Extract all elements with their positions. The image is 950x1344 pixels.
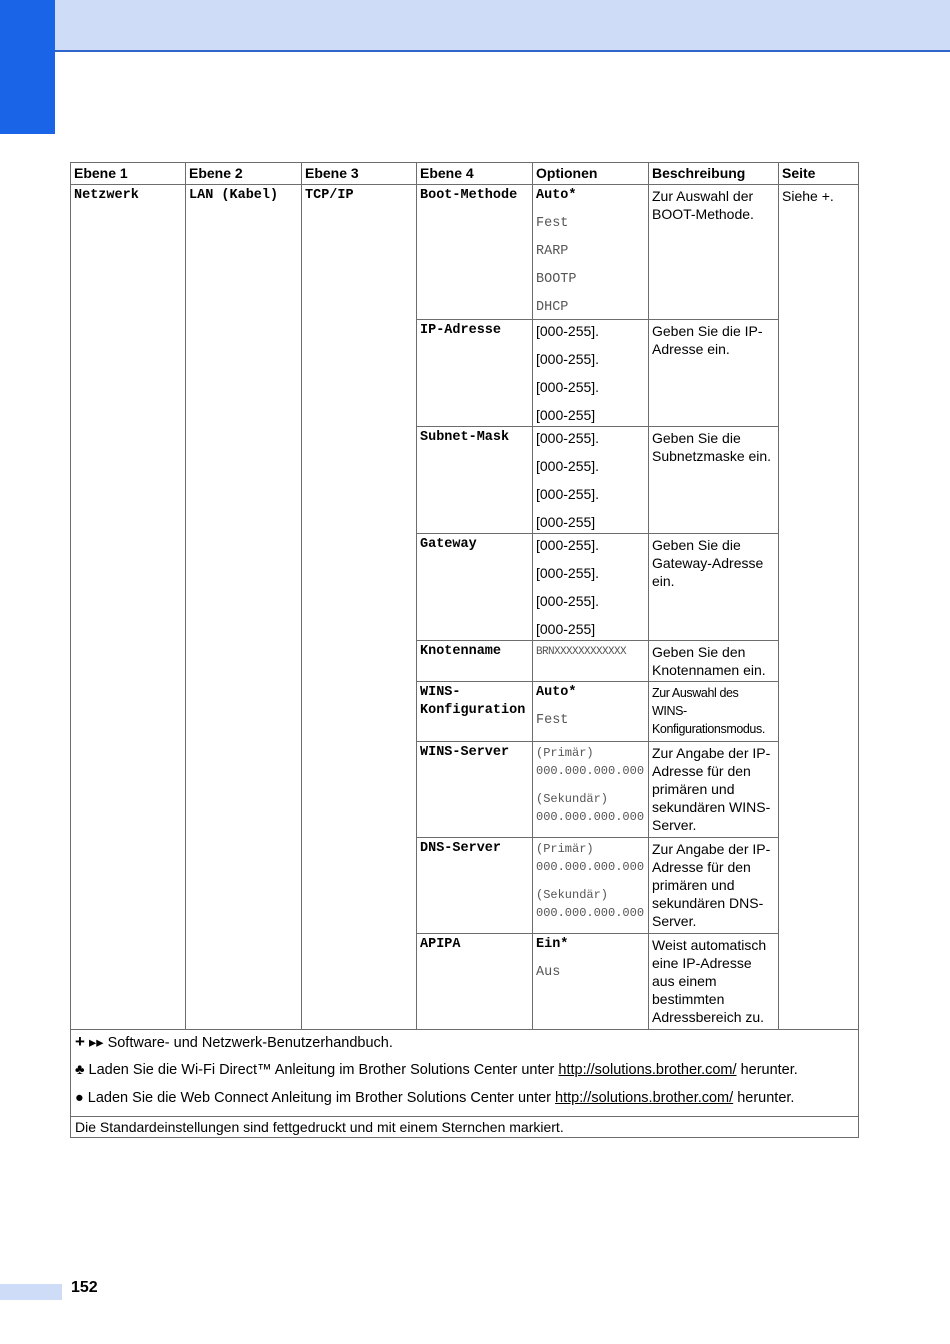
option: (Sekundär) <box>536 888 609 902</box>
option: [000-255]. <box>536 565 600 581</box>
option-default: Ein* <box>536 937 569 952</box>
description-cell: Geben Sie die Subnetzmaske ein. <box>649 427 779 534</box>
col-header: Ebene 1 <box>71 163 186 185</box>
option-default: Auto* <box>536 685 577 700</box>
description-cell: Zur Auswahl des WINS-Konfigurationsmodus. <box>649 682 779 742</box>
options-cell <box>533 641 649 682</box>
level4-cell: Boot-Methode <box>417 185 533 320</box>
footnote-text: Laden Sie die Wi-Fi Direct™ Anleitung im Brother Solutions Center unter <box>88 1062 555 1078</box>
option: [000-255]. <box>536 593 600 609</box>
options-cell <box>533 934 649 1030</box>
level4-cell: Gateway <box>417 534 533 641</box>
page-number-bar <box>0 1284 62 1300</box>
options-cell <box>533 838 649 934</box>
footnotes-row <box>71 1030 859 1117</box>
footnote-dot <box>75 1087 854 1115</box>
col-header: Ebene 2 <box>186 163 302 185</box>
description-cell: Geben Sie die Gateway-Adresse ein. <box>649 534 779 641</box>
option-default: Auto* <box>536 188 577 203</box>
chapter-tab <box>0 0 55 134</box>
level4-cell: Subnet-Mask <box>417 427 533 534</box>
footnote-text: Software- und Netzwerk-Benutzerhandbuch. <box>107 1035 393 1051</box>
options-cell <box>533 742 649 838</box>
bullet-icon: ● <box>75 1090 84 1106</box>
option: Aus <box>536 965 561 980</box>
defaults-note-row <box>71 1117 859 1138</box>
header-band <box>0 0 950 52</box>
description-cell: Zur Auswahl der BOOT-Methode. <box>649 185 779 320</box>
option: [000-255]. <box>536 458 600 474</box>
option: Fest <box>536 216 569 231</box>
options-cell <box>533 534 649 641</box>
level4-cell: WINS-Server <box>417 742 533 838</box>
page-ref-cell: Siehe +. <box>779 185 859 1030</box>
option: 000.000.000.000 <box>536 906 645 920</box>
options-cell <box>533 682 649 742</box>
col-header: Seite <box>779 163 859 185</box>
level3-cell: TCP/IP <box>302 185 417 1030</box>
option: 000.000.000.000 <box>536 810 645 824</box>
col-header: Ebene 3 <box>302 163 417 185</box>
level4-cell: WINS- Konfiguration <box>417 682 533 742</box>
options-cell <box>533 320 649 427</box>
option: BOOTP <box>536 272 577 287</box>
option: BRNXXXXXXXXXXXX <box>536 646 627 658</box>
level4-cell: APIPA <box>417 934 533 1030</box>
description-cell: Weist automatisch eine IP-Adresse aus einem bestimmten Adressbereich zu. <box>649 934 779 1030</box>
settings-table <box>70 162 859 1138</box>
level2-cell: LAN (Kabel) <box>186 185 302 1030</box>
option: (Primär) <box>536 842 594 856</box>
option: [000-255]. <box>536 351 600 367</box>
option: 000.000.000.000 <box>536 860 645 874</box>
option: [000-255] <box>536 621 596 637</box>
arrow-icon: ▸▸ <box>88 1035 104 1051</box>
footnote-plus <box>75 1031 854 1059</box>
option: [000-255]. <box>536 323 600 339</box>
table-header-row <box>71 163 859 185</box>
description-cell: Geben Sie den Knotennamen ein. <box>649 641 779 682</box>
description-cell: Zur Angabe der IP-Adresse für den primären und sekundären DNS-Server. <box>649 838 779 934</box>
option: RARP <box>536 244 569 259</box>
description-cell: Geben Sie die IP-Adresse ein. <box>649 320 779 427</box>
footnote-text: Laden Sie die Web Connect Anleitung im Brother Solutions Center unter <box>87 1090 552 1106</box>
level1-cell: Netzwerk <box>71 185 186 1030</box>
footnote-text: herunter. <box>737 1090 795 1106</box>
col-header: Optionen <box>533 163 649 185</box>
footnote-text: herunter. <box>740 1062 798 1078</box>
option: Fest <box>536 713 569 728</box>
option: (Primär) <box>536 746 594 760</box>
option: [000-255]. <box>536 486 600 502</box>
option: [000-255] <box>536 514 596 530</box>
option: 000.000.000.000 <box>536 764 645 778</box>
defaults-note: Die Standardeinstellungen sind fettgedruckt und mit einem Sternchen markiert. <box>71 1117 859 1138</box>
description-cell: Zur Angabe der IP-Adresse für den primären und sekundären WINS-Server. <box>649 742 779 838</box>
page-number: 152 <box>71 1279 98 1296</box>
option: [000-255]. <box>536 430 600 446</box>
options-cell <box>533 427 649 534</box>
level4-cell: Knotenname <box>417 641 533 682</box>
col-header: Ebene 4 <box>417 163 533 185</box>
option: [000-255]. <box>536 537 600 553</box>
plus-icon: + <box>75 1032 85 1051</box>
option: [000-255]. <box>536 379 600 395</box>
table-row <box>71 185 859 320</box>
options-cell <box>533 185 649 320</box>
solutions-link[interactable]: http://solutions.brother.com/ <box>558 1062 737 1078</box>
solutions-link[interactable]: http://solutions.brother.com/ <box>555 1090 734 1106</box>
footnote-club <box>75 1059 854 1087</box>
col-header: Beschreibung <box>649 163 779 185</box>
level4-cell: DNS-Server <box>417 838 533 934</box>
level4-cell: IP-Adresse <box>417 320 533 427</box>
option: DHCP <box>536 300 569 315</box>
club-icon: ♣ <box>75 1062 85 1078</box>
option: [000-255] <box>536 407 596 423</box>
option: (Sekundär) <box>536 792 609 806</box>
